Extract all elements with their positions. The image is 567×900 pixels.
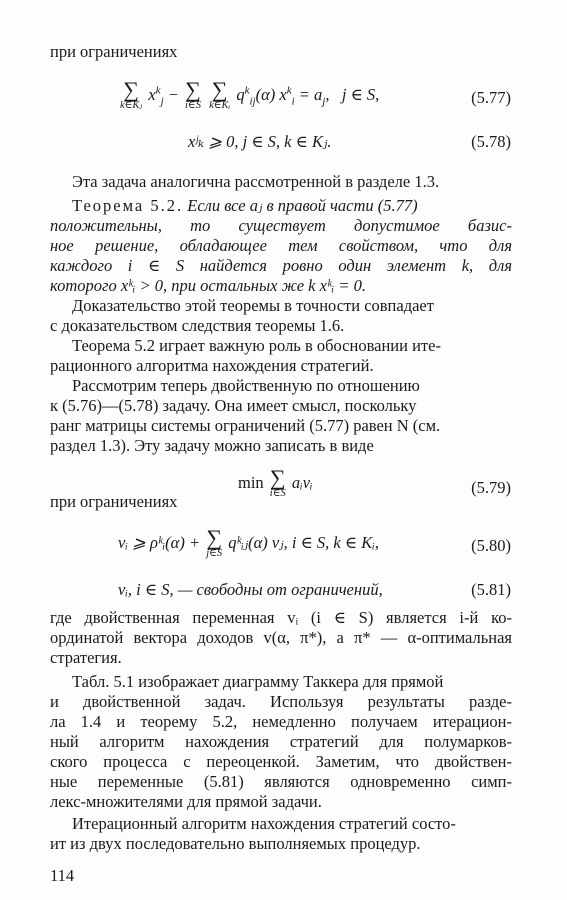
- paragraph-4-line: ранг матрицы системы ограничений (5.77) равен N (см.: [50, 416, 441, 435]
- paragraph-2-line: Доказательство этой теоремы в точности совпадает: [72, 296, 434, 315]
- equation-5-80: [118, 525, 379, 560]
- paragraph-7-line: Итерационный алгоритм нахождения стратегий состо-: [72, 814, 456, 833]
- sum-limit: k∈Kⱼ: [120, 100, 143, 111]
- sum-limit: i∈S: [185, 100, 201, 111]
- paragraph-3-line: Теорема 5.2 играет важную роль в обосновании ите-: [72, 336, 441, 355]
- paragraph-6-line: ные переменные (5.81) являются одновременно симп-: [50, 772, 512, 791]
- paragraph-6-line: лекс-множителями для прямой задачи.: [50, 792, 322, 811]
- paragraph-2-line: с доказательством следствия теоремы 1.6.: [50, 316, 345, 335]
- equation-5-78: xʲₖ ⩾ 0, j ∈ S, k ∈ Kⱼ.: [188, 132, 332, 151]
- equation-number: (5.80): [471, 536, 511, 555]
- sum-symbol: ∑ j∈S: [206, 525, 223, 559]
- paragraph-6-line: ла 1.4 и теорему 5.2, немедленно получаем итерацион-: [50, 712, 512, 731]
- paragraph-6-line: ный алгоритм нахождения стратегий для полумарков-: [50, 732, 512, 751]
- paragraph-7-line: ит из двух последовательно выполняемых процедур.: [50, 834, 421, 853]
- formula-right: qᵏᵢⱼ(α) vⱼ, i ∈ S, k ∈ Kᵢ,: [228, 532, 379, 552]
- sum-limit: k∈Kᵢ: [209, 100, 231, 111]
- equation-5-79: [238, 465, 313, 500]
- equation-number: (5.78): [471, 132, 511, 151]
- paragraph-5-line: где двойственная переменная vᵢ (i ∈ S) является i-й ко-: [50, 608, 512, 627]
- paragraph-3-line: рационного алгоритма нахождения стратегий.: [50, 356, 374, 375]
- intro-text-2: при ограничениях: [50, 492, 178, 511]
- equation-5-77: ∑ k∈Kⱼ $x^k_j$ − ∑ i∈S ∑ k∈Kᵢ $q^k_{ij}(\alpha) x^k_i = a_j$, j ∈ S,: [120, 77, 380, 111]
- theorem-line: ное решение, обладающее тем свойством, что для: [50, 236, 512, 255]
- theorem-line: Если все aⱼ в правой части (5.77): [187, 196, 418, 215]
- paragraph-5-line: ординатой вектора доходов v(α, π*), а π* — α-оптимальная: [50, 628, 512, 647]
- sum-symbol: ∑ i∈S: [185, 77, 201, 111]
- paragraph-4-line: раздел 1.3). Эту задачу можно записать в виде: [50, 436, 374, 455]
- paragraph-5-line: стратегия.: [50, 648, 122, 667]
- paragraph-6-line: Табл. 5.1 изображает диаграмму Таккера для прямой: [72, 672, 444, 691]
- paragraph-4-line: Рассмотрим теперь двойственную по отношению: [72, 376, 420, 395]
- sum-limit: i∈S: [269, 488, 286, 499]
- sum-term: aᵢvᵢ: [291, 472, 313, 492]
- sum-symbol: ∑ i∈S: [269, 465, 286, 499]
- theorem-5-2: [72, 196, 418, 216]
- equation-number: (5.79): [471, 478, 511, 497]
- sum-limit: j∈S: [206, 548, 223, 559]
- equation-number: (5.77): [471, 88, 511, 107]
- theorem-label: Теорема 5.2.: [72, 196, 184, 215]
- equation-5-81: vᵢ, i ∈ S, — свободны от ограничений,: [118, 580, 383, 599]
- paragraph-4-line: к (5.76)—(5.78) задачу. Она имеет смысл, поскольку: [50, 396, 417, 415]
- sum-symbol: ∑ k∈Kⱼ: [120, 77, 143, 111]
- paragraph-6-line: ского процесса с переоценкой. Заметим, что двойствен-: [50, 752, 512, 771]
- intro-text-1: при ограничениях: [50, 42, 178, 61]
- sum-symbol: ∑ k∈Kᵢ: [209, 77, 231, 111]
- paragraph-1: Эта задача аналогична рассмотренной в разделе 1.3.: [72, 172, 440, 191]
- page-number: 114: [50, 866, 75, 885]
- equation-number: (5.81): [471, 580, 511, 599]
- formula-left: vᵢ ⩾ ρᵏᵢ(α) +: [118, 532, 201, 552]
- theorem-line: каждого i ∈ S найдется ровно один элемент k, для: [50, 256, 512, 275]
- paragraph-6-line: и двойственной задач. Используя результаты разде-: [50, 692, 512, 711]
- min-operator: min: [238, 472, 264, 492]
- theorem-line: которого xᵏᵢ > 0, при остальных же k xᵏᵢ = 0.: [50, 276, 366, 295]
- theorem-line: положительны, то существует допустимое базис-: [50, 216, 512, 235]
